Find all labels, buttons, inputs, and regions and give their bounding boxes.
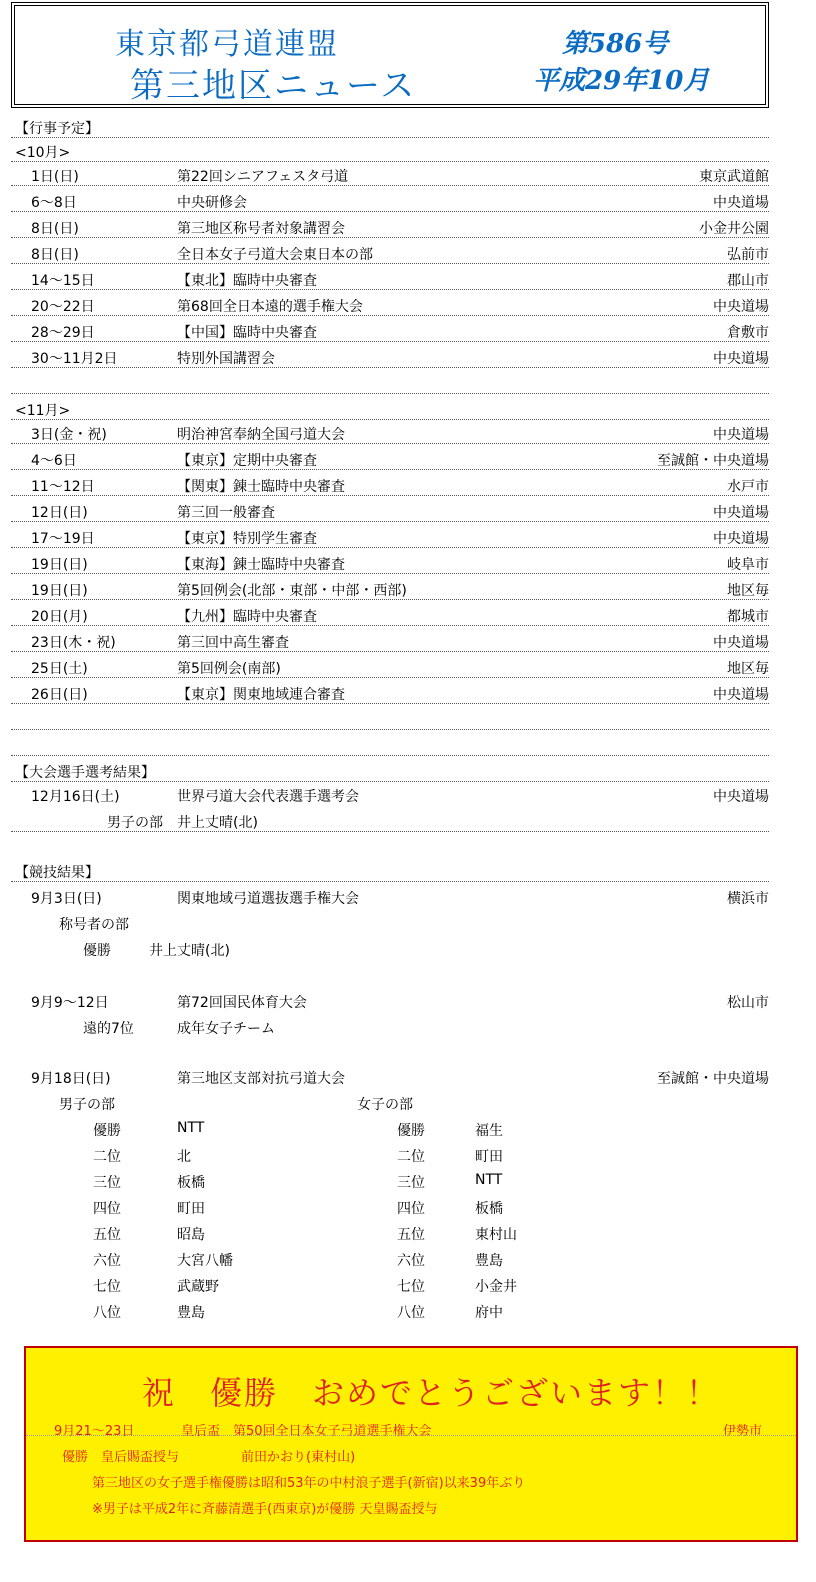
men-team: 大宮八幡	[177, 1253, 233, 1269]
selection-venue: 中央道場	[713, 789, 769, 805]
congrats-note1: 第三地区の女子選手権優勝は昭和53年の中村浪子選手(新宿)以来39年ぶり	[92, 1476, 526, 1491]
women-rank: 八位	[397, 1305, 425, 1321]
congratulations-box	[24, 1346, 798, 1542]
event-row	[11, 240, 769, 264]
event-venue: 水戸市	[727, 479, 769, 495]
branch-event: 第三地区支部対抗弓道大会	[177, 1071, 345, 1087]
event-name: 【東京】特別学生審査	[177, 531, 317, 547]
title-line1: 東京都弓道連盟	[115, 27, 339, 62]
selection-division: 男子の部	[107, 815, 163, 831]
event-name: 明治神宮奉納全国弓道大会	[177, 427, 345, 443]
women-rank: 五位	[397, 1227, 425, 1243]
men-rank: 四位	[93, 1201, 121, 1217]
event-date: 19日(日)	[31, 557, 88, 573]
event-name: 全日本女子弓道大会東日本の部	[177, 247, 373, 263]
women-rank: 四位	[397, 1201, 425, 1217]
men-team: 北	[177, 1149, 191, 1165]
event-row	[11, 318, 769, 342]
results-heading-row	[11, 858, 769, 882]
event-date: 14～15日	[31, 273, 95, 289]
event-name: 第三回一般審査	[177, 505, 275, 521]
results-heading: 【競技結果】	[15, 865, 99, 881]
kokutai-venue: 松山市	[727, 995, 769, 1011]
kanto-row	[11, 884, 769, 908]
event-venue: 中央道場	[713, 635, 769, 651]
kokutai-result-row	[11, 1014, 769, 1038]
event-venue: 岐阜市	[727, 557, 769, 573]
event-name: 第68回全日本遠的選手権大会	[177, 299, 363, 315]
kokutai-team: 成年女子チーム	[177, 1021, 275, 1037]
women-team: 豊島	[475, 1253, 503, 1269]
events-heading: 【行事予定】	[15, 121, 99, 137]
event-date: 11～12日	[31, 479, 95, 495]
event-venue: 中央道場	[713, 531, 769, 547]
congrats-date: 9月21～23日	[54, 1424, 135, 1439]
branch-division-row	[11, 1090, 769, 1114]
november-label-row	[11, 396, 769, 420]
event-row	[11, 446, 769, 470]
event-row	[11, 602, 769, 626]
men-rank: 八位	[93, 1305, 121, 1321]
event-row	[11, 344, 769, 368]
event-row	[11, 524, 769, 548]
women-team: 町田	[475, 1149, 503, 1165]
event-date: 8日(日)	[31, 247, 79, 263]
women-team: 東村山	[475, 1227, 517, 1243]
event-row	[11, 266, 769, 290]
event-row	[11, 550, 769, 574]
congrats-award: 優勝 皇后賜盃授与	[62, 1450, 180, 1465]
event-row	[11, 628, 769, 652]
congrats-winner: 前田かおり(東村山)	[241, 1450, 356, 1465]
kanto-division: 称号者の部	[59, 917, 129, 933]
ranking-row	[11, 1168, 769, 1192]
event-name: 第三回中高生審査	[177, 635, 289, 651]
ranking-row	[11, 1220, 769, 1244]
men-rank: 五位	[93, 1227, 121, 1243]
ranking-row	[11, 1194, 769, 1218]
event-date: 30～11月2日	[31, 351, 118, 367]
newsletter-header	[11, 2, 769, 108]
event-date: 23日(木・祝)	[31, 635, 116, 651]
event-venue: 中央道場	[713, 687, 769, 703]
event-name: 【中国】臨時中央審査	[177, 325, 317, 341]
selection-date: 12月16日(土)	[31, 789, 120, 805]
november-label: <11月>	[15, 403, 71, 419]
women-team: NTT	[475, 1172, 503, 1188]
congrats-headline: 祝 優勝 おめでとうございます！！	[142, 1374, 721, 1412]
women-team: 府中	[475, 1305, 503, 1321]
event-venue: 弘前市	[727, 247, 769, 263]
selection-result-row	[11, 808, 769, 832]
women-rank: 六位	[397, 1253, 425, 1269]
kanto-event: 関東地域弓道選抜選手権大会	[177, 891, 359, 907]
event-row	[11, 576, 769, 600]
event-row	[11, 680, 769, 704]
selection-event: 世界弓道大会代表選手選考会	[177, 789, 359, 805]
event-name: 第5回例会(北部・東部・中部・西部)	[177, 583, 407, 599]
ranking-row	[11, 1298, 769, 1322]
selection-heading-row	[11, 758, 769, 782]
title-line2: 第三地区ニュース	[130, 66, 417, 106]
congrats-venue: 伊勢市	[722, 1424, 762, 1439]
event-venue: 倉敷市	[727, 325, 769, 341]
event-venue: 地区毎	[727, 661, 769, 677]
event-row	[11, 292, 769, 316]
men-rank: 七位	[93, 1279, 121, 1295]
event-venue: 中央道場	[713, 351, 769, 367]
event-row	[11, 472, 769, 496]
event-date: 1日(日)	[31, 169, 79, 185]
women-team: 小金井	[475, 1279, 517, 1295]
blank-row	[11, 732, 769, 756]
selection-heading: 【大会選手選考結果】	[15, 765, 155, 781]
event-name: 【東京】関東地域連合審査	[177, 687, 345, 703]
kokutai-event: 第72回国民体育大会	[177, 995, 307, 1011]
ranking-row	[11, 1272, 769, 1296]
event-date: 17～19日	[31, 531, 95, 547]
event-venue: 中央道場	[713, 427, 769, 443]
event-date: 20～22日	[31, 299, 95, 315]
congrats-event: 皇后盃 第50回全日本女子弓道選手権大会	[181, 1424, 432, 1439]
event-date: 25日(土)	[31, 661, 88, 677]
event-venue: 中央道場	[713, 505, 769, 521]
women-rank: 七位	[397, 1279, 425, 1295]
event-venue: 中央道場	[713, 195, 769, 211]
women-team: 福生	[475, 1123, 503, 1139]
men-team: NTT	[177, 1120, 205, 1136]
event-date: 4～6日	[31, 453, 77, 469]
branch-date: 9月18日(日)	[31, 1071, 111, 1087]
men-team: 豊島	[177, 1305, 205, 1321]
men-team: 武蔵野	[177, 1279, 219, 1295]
event-date: 19日(日)	[31, 583, 88, 599]
event-date: 6～8日	[31, 195, 77, 211]
men-rank: 六位	[93, 1253, 121, 1269]
kanto-date: 9月3日(日)	[31, 891, 102, 907]
event-date: 26日(日)	[31, 687, 88, 703]
events-heading-row	[11, 114, 769, 138]
event-date: 12日(日)	[31, 505, 88, 521]
issue-date: 平成29年10月	[533, 66, 710, 96]
men-rank: 優勝	[93, 1123, 121, 1139]
ranking-row	[11, 1246, 769, 1270]
branch-venue: 至誠館・中央道場	[657, 1071, 769, 1087]
men-team: 昭島	[177, 1227, 205, 1243]
event-row	[11, 214, 769, 238]
event-venue: 東京武道館	[699, 169, 769, 185]
selection-row	[11, 782, 769, 806]
october-label: <10月>	[15, 145, 71, 161]
women-rank: 三位	[397, 1175, 425, 1191]
event-name: 【九州】臨時中央審査	[177, 609, 317, 625]
event-venue: 小金井公園	[699, 221, 769, 237]
men-team: 板橋	[177, 1175, 205, 1191]
blank-row	[11, 832, 769, 856]
kanto-rank: 優勝	[83, 943, 111, 959]
event-row	[11, 420, 769, 444]
event-name: 第三地区称号者対象講習会	[177, 221, 345, 237]
kanto-result-row	[11, 936, 769, 960]
women-division: 女子の部	[357, 1097, 413, 1113]
men-team: 町田	[177, 1201, 205, 1217]
selection-name: 井上丈晴(北)	[177, 815, 258, 831]
men-rank: 三位	[93, 1175, 121, 1191]
kokutai-row	[11, 988, 769, 1012]
event-date: 3日(金・祝)	[31, 427, 107, 443]
women-rank: 優勝	[397, 1123, 425, 1139]
event-name: 【東京】定期中央審査	[177, 453, 317, 469]
men-rank: 二位	[93, 1149, 121, 1165]
event-venue: 都城市	[727, 609, 769, 625]
october-label-row	[11, 138, 769, 162]
event-name: 中央研修会	[177, 195, 247, 211]
ranking-row	[11, 1116, 769, 1140]
congrats-note2: ※男子は平成2年に斉藤清選手(西東京)が優勝 天皇賜盃授与	[92, 1502, 438, 1517]
kokutai-date: 9月9～12日	[31, 995, 109, 1011]
women-rank: 二位	[397, 1149, 425, 1165]
blank-row	[11, 370, 769, 394]
event-venue: 至誠館・中央道場	[657, 453, 769, 469]
kanto-name: 井上丈晴(北)	[149, 943, 230, 959]
kanto-venue: 横浜市	[727, 891, 769, 907]
event-date: 8日(日)	[31, 221, 79, 237]
women-team: 板橋	[475, 1201, 503, 1217]
event-date: 20日(月)	[31, 609, 88, 625]
kokutai-rank: 遠的7位	[83, 1021, 134, 1037]
event-row	[11, 654, 769, 678]
men-division: 男子の部	[59, 1097, 115, 1113]
event-name: 【関東】錬士臨時中央審査	[177, 479, 345, 495]
congrats-divider	[26, 1435, 796, 1436]
ranking-row	[11, 1142, 769, 1166]
event-name: 特別外国講習会	[177, 351, 275, 367]
blank-row	[11, 706, 769, 730]
event-venue: 郡山市	[727, 273, 769, 289]
event-row	[11, 498, 769, 522]
event-venue: 中央道場	[713, 299, 769, 315]
event-name: 第5回例会(南部)	[177, 661, 281, 677]
issue-number: 第586号	[562, 29, 669, 59]
event-name: 第22回シニアフェスタ弓道	[177, 169, 349, 185]
event-row	[11, 188, 769, 212]
event-name: 【東海】錬士臨時中央審査	[177, 557, 345, 573]
event-date: 28～29日	[31, 325, 95, 341]
kanto-division-row	[11, 910, 769, 934]
event-name: 【東北】臨時中央審査	[177, 273, 317, 289]
event-venue: 地区毎	[727, 583, 769, 599]
branch-row	[11, 1064, 769, 1088]
event-row	[11, 162, 769, 186]
